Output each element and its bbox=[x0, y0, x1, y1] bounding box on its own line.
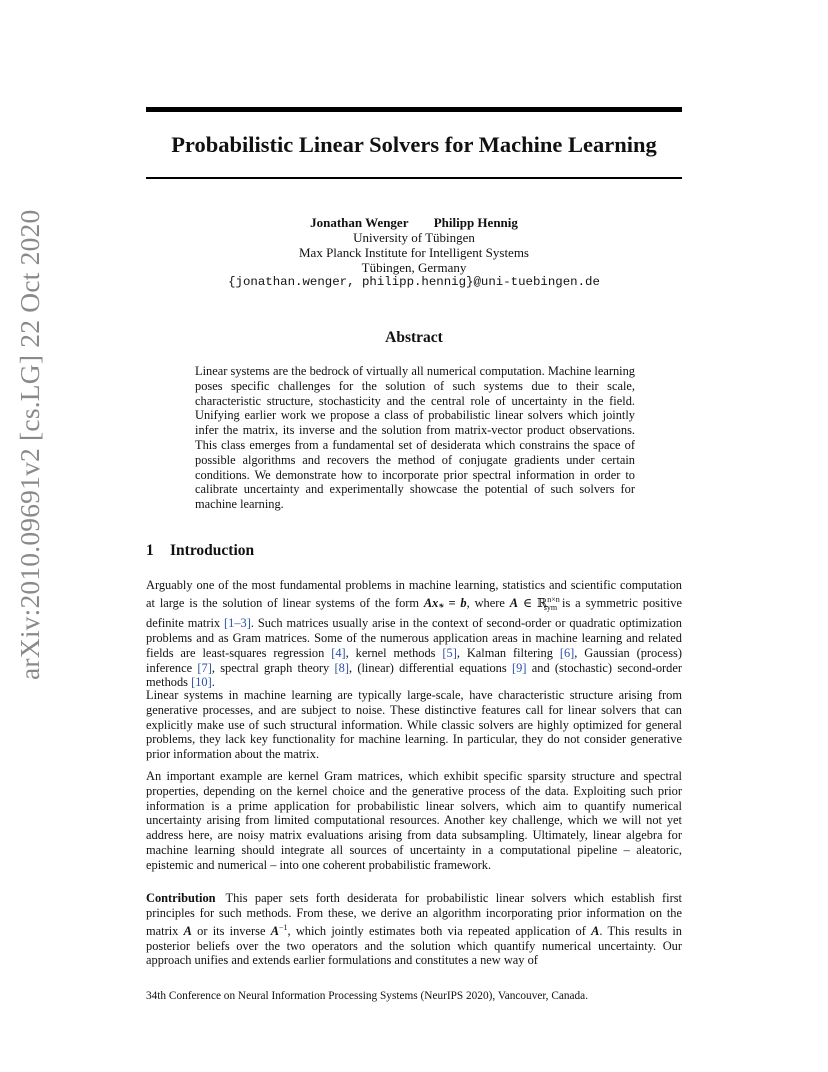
citation-link[interactable]: [1–3] bbox=[224, 616, 251, 631]
math-expression: $Ax_* = b$ bbox=[423, 595, 467, 614]
affiliation-line: University of Tübingen bbox=[353, 230, 475, 245]
abstract-text: Linear systems are the bedrock of virtually all numerical computation. Machine learning poses specific challenges for the solution of such systems due to their scale, characteristic structure, stochasticity and the central role of uncertainty in the field. Unifying earlier work we propose a class of probabilistic linear solvers which jointly infer the matrix, its inverse and the solution from matrix-vector product observations. This class emerges from a fundamental set of desiderata which constrains the space of possible algorithms and recovers the method of conjugate gradients under certain conditions. We demonstrate how to incorporate prior spectral information in order to calibrate uncertainty and experimentally showcase the potential of such solvers for machine learning. bbox=[195, 364, 635, 512]
citation-link[interactable]: [6] bbox=[559, 645, 575, 660]
intro-paragraph-3: An important example are kernel Gram matrices, which exhibit specific sparsity structure and spectral properties, depending on the kernel choice and the generative process of the data. Exploiting such prior information is a prime application for probabilistic linear solvers, which aim to quantify numerical uncertainty arising from limited computational resources. Another key challenge, which we will not yet address here, are noisy matrix evaluations arising from data subsampling. Ultimately, linear algebra for machine learning should integrate all sources of uncertainty in a computational pipeline – aleatoric, epistemic and numerical – into one coherent probabilistic framework. bbox=[146, 769, 682, 872]
affiliation-line: Tübingen, Germany bbox=[361, 260, 467, 275]
arxiv-identifier: arXiv:2010.09691v2 [cs.LG] 22 Oct 2020 bbox=[14, 209, 45, 680]
author-names bbox=[146, 215, 682, 230]
section-number: 1 bbox=[146, 542, 154, 559]
citation-link[interactable]: [9] bbox=[512, 660, 527, 675]
affiliation-line: Max Planck Institute for Intelligent Systems bbox=[299, 245, 529, 260]
contribution-paragraph: Contribution This paper sets forth desiderata for probabilistic linear solvers which establish first principles for such methods. From these, we derive an algorithm incorporating prior information on the matrix A or its inverse $A^{-1}$, which jointly estimates both via repeated application of A. This results in posterior beliefs over the two operators and the solution which quantify numerical uncertainty. Our approach unifies and extends earlier formulations and constitutes a new way of bbox=[146, 891, 683, 968]
intro-paragraph-2: Linear systems in machine learning are typically large-scale, have characteristic structure arising from generative processes, and are subject to noise. These distinctive features call for linear solvers that can explicitly make use of such structural information. While classic solvers are highly optimized for general problems, they lack key functionality for machine learning. In particular, they do not consider generative prior information about the matrix. bbox=[146, 688, 682, 762]
citation-link[interactable]: [4] bbox=[331, 645, 346, 660]
intro-paragraph-1: Arguably one of the most fundamental problems in machine learning, statistics and scientific computation at large is the solution of linear systems of the form $Ax_* = b$, where A ∈ ℝ$^{n\times n}_{sym}$ is a symmetric positive definite matrix [1–3]. Such matrices usually arise in the context of second-order or quadratic optimization problems and as Gram matrices. Some of the numerous application areas in machine learning and related fields are least-squares regression [4], kernel methods [5], Kalman filtering [6], Gaussian (process) inference [7], spectral graph theory [8], (linear) differential equations [9] and (stochastic) second-order methods [10]. bbox=[146, 578, 683, 690]
author-name: Jonathan Wenger bbox=[310, 215, 409, 230]
math-matrix: A bbox=[270, 923, 279, 938]
title-bottom-rule bbox=[146, 177, 682, 179]
citation-link[interactable]: [5] bbox=[442, 645, 457, 660]
math-matrix: A bbox=[183, 923, 192, 938]
math-matrix: A bbox=[591, 923, 600, 938]
citation-link[interactable]: [10] bbox=[191, 675, 212, 690]
citation-link[interactable]: [8] bbox=[334, 660, 349, 675]
author-name: Philipp Hennig bbox=[433, 215, 518, 230]
math-matrix: A bbox=[509, 595, 519, 610]
abstract-heading: Abstract bbox=[385, 329, 443, 346]
section-title-text: Introduction bbox=[170, 542, 255, 559]
title-top-rule bbox=[146, 107, 682, 112]
citation-link[interactable]: [7] bbox=[197, 660, 212, 675]
author-block bbox=[146, 215, 682, 290]
paper-title: Probabilistic Linear Solvers for Machine Learning bbox=[171, 132, 657, 157]
conference-footnote: 34th Conference on Neural Information Processing Systems (NeurIPS 2020), Vancouver, Canada. bbox=[146, 990, 589, 1002]
section-heading bbox=[146, 542, 254, 560]
contribution-heading: Contribution bbox=[146, 891, 216, 905]
author-email: {jonathan.wenger, philipp.hennig}@uni-tuebingen.de bbox=[228, 275, 600, 289]
